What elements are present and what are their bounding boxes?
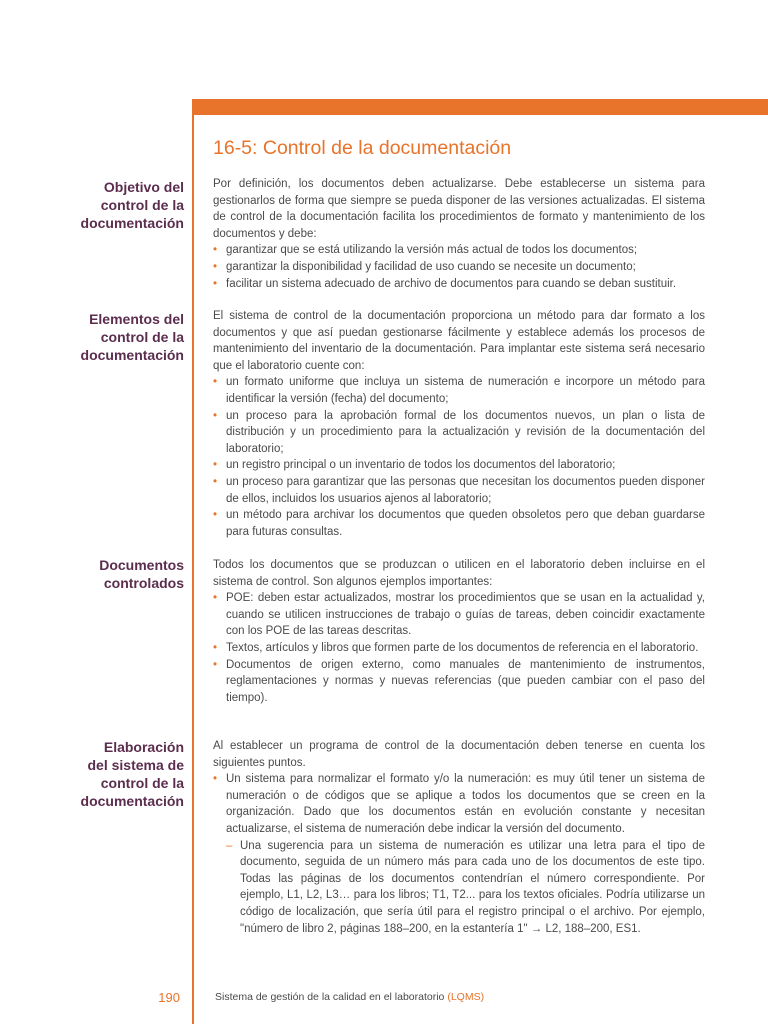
list-item-text: un formato uniforme que incluya un sistema de numeración e incorpore un método para identificar la versión (fecha) del documento; [226,376,705,405]
bullet-list [213,771,705,937]
section-documentos-body [213,557,705,706]
side-label-line: Objetivo del [103,179,184,195]
list-item [213,457,705,474]
side-label-line: del sistema de [87,757,184,773]
sub-bullet-list [226,838,705,938]
list-item [213,374,705,407]
side-label-elaboracion [40,738,184,810]
list-item [213,259,705,276]
side-label-line: documentación [80,347,184,363]
side-label-line: documentación [80,215,184,231]
section-elaboracion-body [213,738,705,937]
side-label-elementos [40,310,184,364]
list-item [213,640,705,657]
sub-list-item-text: Una sugerencia para un sistema de numeración es utilizar una letra para el tipo de documento, seguida de un número más para cada uno de los documentos de este tipo. Todas las páginas de los documentos contendrían el número correspondiente. Por ejemplo, L1, L2, L3… para los libros; T1, T2... para los textos oficiales. Podría utilizarse un código de localización, que sería útil para el registro principal o el archivo. Por ejemplo, "número de libro 2, páginas 188–200, en la estantería 1" → L2, 188–200, ES1. [240,839,705,935]
side-label-line: documentación [80,793,184,809]
side-label-line: Elementos del [89,311,184,327]
section-objetivo-body [213,176,705,292]
list-item [213,474,705,507]
footer-title [215,991,484,1003]
footer-highlight: (LQMS) [447,991,485,1003]
list-item-text: un registro principal o un inventario de todos los documentos del laboratorio; [226,459,616,472]
bullet-icon: • [213,773,218,786]
list-item-text: garantizar la disponibilidad y facilidad de uso cuando se necesite un documento; [226,260,636,273]
bullet-list [213,374,705,540]
list-item-text: un método para archivar los documentos que queden obsoletos pero que deban guardarse para futuras consultas. [226,509,705,538]
bullet-icon: • [213,658,218,671]
side-label-documentos [40,556,184,592]
bullet-icon: • [213,260,218,273]
side-label-line: control de la [100,197,184,213]
list-item [213,242,705,259]
sub-list-item [226,838,705,938]
section-title: 16-5: Control de la documentación [213,137,512,159]
side-label-line: control de la [100,329,184,345]
bullet-icon: • [213,409,218,422]
section-intro: Todos los documentos que se produzcan o utilicen en el laboratorio deben incluirse en el sistema de control. Son algunos ejemplos importantes: [213,559,705,588]
side-label-objetivo [40,178,184,232]
header-band [193,99,768,115]
list-item-text: Textos, artículos y libros que formen parte de los documentos de referencia en el laboratorio. [226,641,699,654]
bullet-list [213,590,705,706]
bullet-icon: • [213,592,218,605]
list-item-text: facilitar un sistema adecuado de archivo de documentos para cuando se deban sustituir. [226,277,677,290]
vertical-rule [192,99,194,1024]
bullet-list [213,242,705,292]
bullet-icon: • [213,376,218,389]
list-item-text: un proceso para garantizar que las personas que necesitan los documentos pueden disponer de ellos, incluidos los usuarios ajenos al laboratorio; [226,475,705,505]
list-item-text: Un sistema para normalizar el formato y/o la numeración: es muy útil tener un sistema de numeración o de códigos que se aplique a todos los documentos que se creen en la organización. Dado que los documentos están en evolución constante y necesitan actualizarse, el sistema de numeración debe indicar la versión del documento. [226,773,705,835]
dash-icon: – [226,839,233,852]
list-item [213,590,705,640]
section-intro: Al establecer un programa de control de la documentación deben tenerse en cuenta los siguientes puntos. [213,740,705,769]
list-item-text: Documentos de origen externo, como manuales de mantenimiento de instrumentos, reglamentaciones y normas y nuevas referencias (que pueden cambiar con el paso del tiempo). [226,658,705,704]
list-item [213,771,705,937]
side-label-line: control de la [100,775,184,791]
list-item-text: POE: deben estar actualizados, mostrar los procedimientos que se usan en la actualidad y, cuando se utilicen instrucciones de trabajo o guías de tareas, deben coincidir exactamente con los POE de las tareas descritas. [226,592,705,638]
list-item [213,408,705,458]
section-intro: El sistema de control de la documentación proporciona un método para dar formato a los documentos y que así puedan gestionarse fácilmente y establece además los procesos de mantenimiento del inventario de la documentación. Para implantar este sistema será necesario que el laboratorio cuente con: [213,310,705,372]
list-item [213,507,705,540]
section-intro: Por definición, los documentos deben actualizarse. Debe establecerse un sistema para gestionarlos de forma que siempre se pueda disponer de las versiones actualizadas. El sistema de control de la documentación facilita los procedimientos de formato y mantenimiento de los documentos y debe: [213,178,705,240]
page-number: 190 [158,990,180,1005]
bullet-icon: • [213,244,218,257]
list-item-text: garantizar que se está utilizando la versión más actual de todos los documentos; [226,244,638,257]
bullet-icon: • [213,475,218,488]
bullet-icon: • [213,277,218,290]
list-item [213,276,705,293]
bullet-icon: • [213,459,218,472]
bullet-icon: • [213,641,218,654]
section-elementos-body [213,308,705,540]
side-label-line: controlados [103,575,184,591]
list-item-text: un proceso para la aprobación formal de los documentos nuevos, un plan o lista de distribución y un procedimiento para la actualización y revisión de la documentación del laboratorio; [226,409,705,455]
footer-text: Sistema de gestión de la calidad en el laboratorio [215,991,445,1003]
list-item [213,657,705,707]
side-label-line: Documentos [99,557,184,573]
bullet-icon: • [213,509,218,522]
side-label-line: Elaboración [103,739,184,755]
